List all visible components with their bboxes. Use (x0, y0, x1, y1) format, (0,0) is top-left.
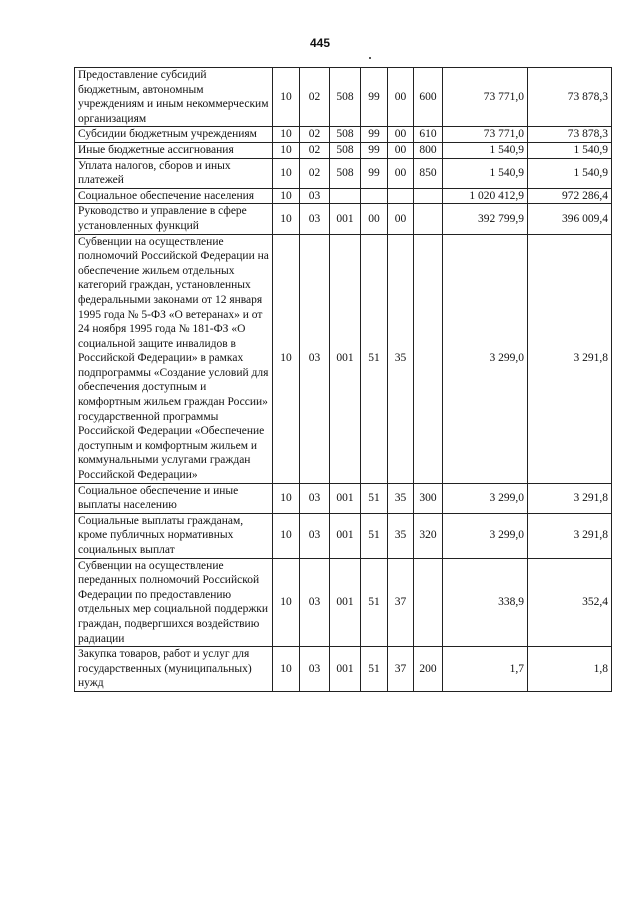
section-code: 10 (273, 188, 300, 204)
row-name: Социальные выплаты гражданам, кроме публичных нормативных социальных выплат (75, 513, 273, 558)
target-subarticle-code: 51 (361, 558, 388, 647)
subsection-code: 02 (300, 158, 330, 188)
row-name: Руководство и управление в сфере установленных функций (75, 204, 273, 234)
target-article-code: 508 (330, 127, 361, 143)
amount-year-2: 3 291,8 (528, 513, 612, 558)
expense-type-code: 600 (414, 68, 443, 127)
section-code: 10 (273, 513, 300, 558)
amount-year-2: 1 540,9 (528, 158, 612, 188)
target-item-code: 00 (388, 127, 414, 143)
subsection-code: 03 (300, 558, 330, 647)
table-row (75, 188, 612, 204)
row-name: Субвенции на осуществление переданных полномочий Российской Федерации по предоставлению отдельных мер социальной поддержки граждан, подвергшихся воздействию радиации (75, 558, 273, 647)
expense-type-code: 300 (414, 483, 443, 513)
expense-type-code (414, 204, 443, 234)
target-item-code: 35 (388, 234, 414, 483)
target-subarticle-code: 99 (361, 68, 388, 127)
table-row (75, 158, 612, 188)
target-item-code: 37 (388, 647, 414, 692)
section-code: 10 (273, 68, 300, 127)
target-article-code: 001 (330, 558, 361, 647)
target-item-code: 35 (388, 483, 414, 513)
subsection-code: 02 (300, 68, 330, 127)
row-name: Уплата налогов, сборов и иных платежей (75, 158, 273, 188)
amount-year-1: 3 299,0 (443, 513, 528, 558)
section-code: 10 (273, 204, 300, 234)
table-row (75, 647, 612, 692)
target-item-code: 00 (388, 142, 414, 158)
target-item-code: 00 (388, 68, 414, 127)
target-article-code: 001 (330, 483, 361, 513)
table-row (75, 558, 612, 647)
amount-year-2: 3 291,8 (528, 234, 612, 483)
target-subarticle-code: 51 (361, 483, 388, 513)
table-row (75, 142, 612, 158)
expense-type-code (414, 234, 443, 483)
subsection-code: 03 (300, 647, 330, 692)
target-subarticle-code: 00 (361, 204, 388, 234)
target-article-code: 508 (330, 158, 361, 188)
amount-year-2: 1 540,9 (528, 142, 612, 158)
section-code: 10 (273, 142, 300, 158)
subsection-code: 03 (300, 513, 330, 558)
amount-year-2: 73 878,3 (528, 127, 612, 143)
target-article-code: 508 (330, 142, 361, 158)
expense-type-code: 800 (414, 142, 443, 158)
amount-year-1: 392 799,9 (443, 204, 528, 234)
amount-year-1: 3 299,0 (443, 483, 528, 513)
target-article-code (330, 188, 361, 204)
amount-year-2: 1,8 (528, 647, 612, 692)
section-code: 10 (273, 127, 300, 143)
table-row (75, 234, 612, 483)
target-article-code: 001 (330, 234, 361, 483)
target-article-code: 001 (330, 513, 361, 558)
target-subarticle-code (361, 188, 388, 204)
amount-year-1: 338,9 (443, 558, 528, 647)
amount-year-1: 73 771,0 (443, 127, 528, 143)
row-name: Иные бюджетные ассигнования (75, 142, 273, 158)
subsection-code: 03 (300, 204, 330, 234)
section-code: 10 (273, 158, 300, 188)
target-subarticle-code: 51 (361, 647, 388, 692)
expense-type-code: 200 (414, 647, 443, 692)
target-subarticle-code: 99 (361, 142, 388, 158)
subsection-code: 03 (300, 188, 330, 204)
target-item-code: 35 (388, 513, 414, 558)
table-row (75, 127, 612, 143)
expense-type-code: 610 (414, 127, 443, 143)
section-code: 10 (273, 234, 300, 483)
subsection-code: 03 (300, 234, 330, 483)
target-subarticle-code: 99 (361, 158, 388, 188)
target-item-code: 37 (388, 558, 414, 647)
subsection-code: 02 (300, 142, 330, 158)
amount-year-1: 1 540,9 (443, 158, 528, 188)
budget-table (74, 67, 612, 692)
target-article-code: 001 (330, 204, 361, 234)
target-subarticle-code: 99 (361, 127, 388, 143)
target-subarticle-code: 51 (361, 234, 388, 483)
amount-year-2: 73 878,3 (528, 68, 612, 127)
row-name: Субсидии бюджетным учреждениям (75, 127, 273, 143)
target-item-code: 00 (388, 158, 414, 188)
expense-type-code (414, 188, 443, 204)
scan-speck (369, 57, 371, 59)
page-number: 445 (309, 36, 331, 50)
amount-year-1: 1,7 (443, 647, 528, 692)
subsection-code: 03 (300, 483, 330, 513)
amount-year-1: 1 540,9 (443, 142, 528, 158)
table-row (75, 204, 612, 234)
row-name: Социальное обеспечение и иные выплаты населению (75, 483, 273, 513)
amount-year-1: 3 299,0 (443, 234, 528, 483)
amount-year-2: 396 009,4 (528, 204, 612, 234)
expense-type-code: 320 (414, 513, 443, 558)
subsection-code: 02 (300, 127, 330, 143)
row-name: Субвенции на осуществление полномочий Российской Федерации на обеспечение жильем отдельных категорий граждан, установленных федеральными законами от 12 января 1995 года № 5-ФЗ «О ветеранах» и от 24 ноября 1995 года № 181-ФЗ «О социальной защите инвалидов в Российской Федерации» в рамках подпрограммы «Создание условий для обеспечения доступным и комфортным жильем граждан России» государственной программы Российской Федерации «Обеспечение доступным и комфортным жильем и коммунальными услугами граждан Российской Федерации» (75, 234, 273, 483)
target-article-code: 508 (330, 68, 361, 127)
section-code: 10 (273, 558, 300, 647)
target-item-code: 00 (388, 204, 414, 234)
section-code: 10 (273, 483, 300, 513)
amount-year-1: 1 020 412,9 (443, 188, 528, 204)
table-body (75, 68, 612, 692)
row-name: Социальное обеспечение населения (75, 188, 273, 204)
table-row (75, 483, 612, 513)
expense-type-code (414, 558, 443, 647)
expense-type-code: 850 (414, 158, 443, 188)
amount-year-1: 73 771,0 (443, 68, 528, 127)
table-row (75, 513, 612, 558)
row-name: Закупка товаров, работ и услуг для государственных (муниципальных) нужд (75, 647, 273, 692)
target-article-code: 001 (330, 647, 361, 692)
amount-year-2: 972 286,4 (528, 188, 612, 204)
target-item-code (388, 188, 414, 204)
amount-year-2: 352,4 (528, 558, 612, 647)
table-row (75, 68, 612, 127)
target-subarticle-code: 51 (361, 513, 388, 558)
row-name: Предоставление субсидий бюджетным, автономным учреждениям и иным некоммерческим организациям (75, 68, 273, 127)
section-code: 10 (273, 647, 300, 692)
amount-year-2: 3 291,8 (528, 483, 612, 513)
